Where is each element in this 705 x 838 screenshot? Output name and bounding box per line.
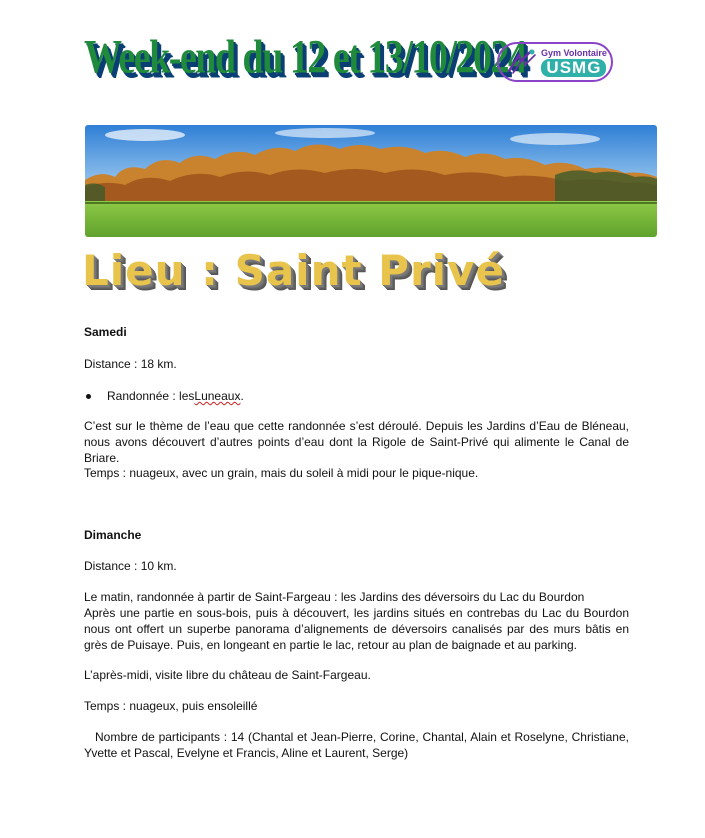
dimanche-morning-text: Après une partie en sous-bois, puis à découvert, les jardins situés en contrebas du Lac du Bourdon nous ont offert un superbe panorama d’alignements de déversoirs canalisés par des murs bâtis en grès de Puisaye. Puis, en longeant en partie le lac, retour au plan de baignade et au parking. xyxy=(84,606,629,652)
bullet-icon xyxy=(86,394,91,399)
logo-acronym: USMG xyxy=(541,59,606,77)
dimanche-weather: Temps : nuageux, puis ensoleillé xyxy=(84,699,258,713)
logo-tagline: Gym Volontaire xyxy=(541,47,607,58)
lieu-wordart: Lieu : Saint Privé xyxy=(82,246,505,295)
headline-wordart: Week-end du 12 et 13/10/2024 xyxy=(84,31,526,84)
autumn-forest-banner xyxy=(85,125,657,237)
samedi-distance: Distance : 18 km. xyxy=(84,357,177,371)
bullet-prefix: Randonnée : les xyxy=(107,389,195,403)
dimanche-distance: Distance : 10 km. xyxy=(84,559,177,573)
bullet-place: Luneaux xyxy=(194,389,241,403)
dimanche-afternoon: L’après-midi, visite libre du château de Saint-Fargeau. xyxy=(84,668,371,682)
samedi-heading: Samedi xyxy=(84,325,127,339)
dimanche-heading: Dimanche xyxy=(84,528,142,542)
banner-image xyxy=(85,125,657,237)
samedi-bullet-item xyxy=(84,389,244,403)
gymnast-icon xyxy=(505,47,539,77)
samedi-weather: Temps : nuageux, avec un grain, mais du soleil à midi pour le pique-nique. xyxy=(84,466,479,480)
dimanche-participants: Nombre de participants : 14 (Chantal et Jean-Pierre, Corine, Chantal, Alain et Roselyne, Christiane, Yvette et Pascal, Evelyne et Francis, Aline et Laurent, Serge) xyxy=(84,730,629,760)
dimanche-morning-title: Le matin, randonnée à partir de Saint-Fargeau : les Jardins des déversoirs du Lac du Bourdon xyxy=(84,590,585,604)
bullet-suffix: . xyxy=(240,389,244,403)
samedi-description: C’est sur le thème de l’eau que cette randonnée s’est déroulé. Depuis les Jardins d’Eau de Bléneau, nous avons découvert d’autres points d’eau dont la Rigole de Saint-Privé qui alimente le Canal de Briare. xyxy=(84,419,629,465)
logo-text xyxy=(541,48,607,77)
usmg-logo xyxy=(497,42,613,82)
header xyxy=(84,30,624,90)
